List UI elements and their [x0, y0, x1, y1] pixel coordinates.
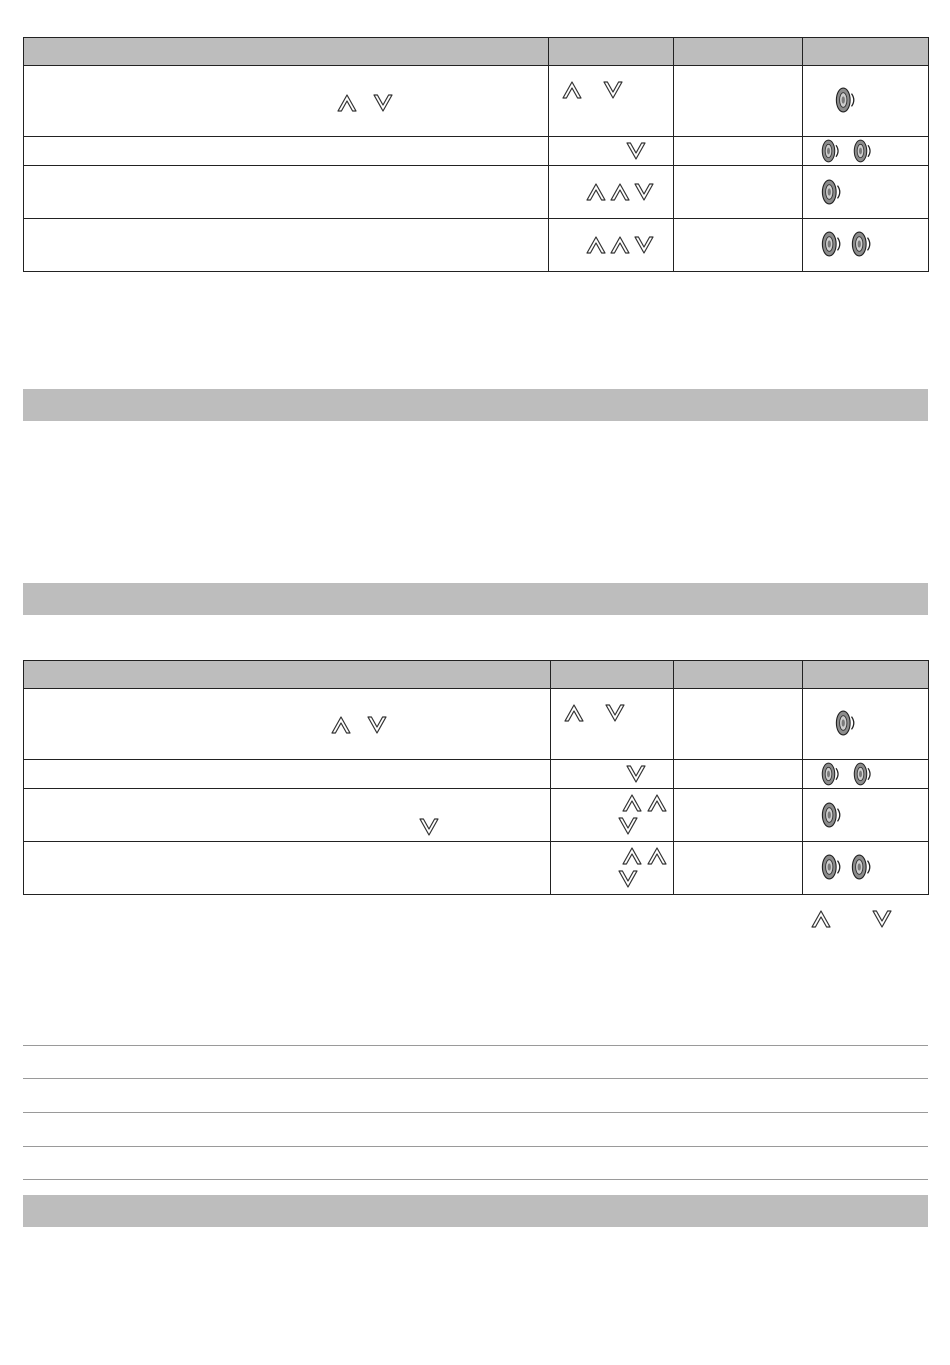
- down-arrow-icon: [602, 80, 624, 100]
- speaker-icon: [851, 853, 873, 881]
- speaker-icon: [821, 853, 843, 881]
- down-arrow-icon: [633, 235, 655, 255]
- table-cell: [551, 760, 674, 789]
- down-arrow-icon: [366, 715, 388, 735]
- table-cell: [24, 219, 549, 272]
- table-cell: [24, 66, 549, 137]
- table-row: [24, 789, 929, 842]
- table-cell: [674, 137, 803, 166]
- up-arrow-icon: [585, 235, 607, 255]
- table-cell: [24, 789, 551, 842]
- speaker-icon: [835, 709, 857, 737]
- table-cell: [24, 689, 551, 760]
- table-cell: [551, 842, 674, 895]
- table-cell: [674, 789, 803, 842]
- table-row: [24, 166, 929, 219]
- table-1-header-cell: [803, 38, 929, 66]
- table-2-header-cell: [24, 661, 551, 689]
- speaker-icon: [851, 230, 873, 258]
- section-header-bar: [23, 583, 928, 615]
- down-arrow-icon: [418, 817, 440, 837]
- speaker-icon: [821, 761, 841, 787]
- up-arrow-icon: [646, 846, 668, 866]
- table-cell: [803, 760, 929, 789]
- table-2-header-row: [24, 661, 929, 689]
- table-cell: [674, 219, 803, 272]
- table-1-header-cell: [674, 38, 803, 66]
- table-row: [24, 219, 929, 272]
- table-cell: [674, 842, 803, 895]
- table-cell: [549, 166, 674, 219]
- speaker-icon: [835, 86, 857, 114]
- up-arrow-icon: [621, 846, 643, 866]
- table-cell: [803, 789, 929, 842]
- table-cell: [803, 842, 929, 895]
- table-2-header-cell: [674, 661, 803, 689]
- section-header-bar: [23, 389, 928, 421]
- up-arrow-icon: [609, 182, 631, 202]
- table-cell: [674, 689, 803, 760]
- down-arrow-icon: [625, 141, 647, 161]
- speaker-icon: [821, 138, 841, 164]
- up-arrow-icon: [646, 793, 668, 813]
- speaker-icon: [853, 761, 873, 787]
- separator-rule: [23, 1045, 928, 1046]
- table-cell: [803, 137, 929, 166]
- up-arrow-icon: [561, 80, 583, 100]
- table-row: [24, 137, 929, 166]
- down-arrow-icon: [871, 909, 893, 929]
- separator-rule: [23, 1179, 928, 1180]
- table-cell: [674, 166, 803, 219]
- section-header-bar: [23, 1195, 928, 1227]
- up-arrow-icon: [585, 182, 607, 202]
- table-row: [24, 842, 929, 895]
- table-1-header-cell: [549, 38, 674, 66]
- table-cell: [803, 689, 929, 760]
- table-2-header-cell: [803, 661, 929, 689]
- speaker-icon: [853, 138, 873, 164]
- table-2-header-cell: [551, 661, 674, 689]
- table-1: [23, 37, 929, 272]
- down-arrow-icon: [617, 869, 639, 889]
- table-1-header-cell: [24, 38, 549, 66]
- table-cell: [803, 219, 929, 272]
- separator-rule: [23, 1078, 928, 1079]
- up-arrow-icon: [609, 235, 631, 255]
- down-arrow-icon: [633, 182, 655, 202]
- separator-rule: [23, 1112, 928, 1113]
- table-cell: [551, 789, 674, 842]
- separator-rule: [23, 1146, 928, 1147]
- table-row: [24, 689, 929, 760]
- table-1-header-row: [24, 38, 929, 66]
- table-cell: [803, 66, 929, 137]
- table-2: [23, 660, 929, 895]
- speaker-icon: [821, 230, 843, 258]
- up-arrow-icon: [330, 715, 352, 735]
- table-row: [24, 760, 929, 789]
- up-arrow-icon: [621, 793, 643, 813]
- table-row: [24, 66, 929, 137]
- table-cell: [549, 137, 674, 166]
- table-cell: [803, 166, 929, 219]
- table-cell: [24, 842, 551, 895]
- table-cell: [674, 760, 803, 789]
- speaker-icon: [821, 801, 843, 829]
- table-cell: [549, 66, 674, 137]
- up-arrow-icon: [336, 93, 358, 113]
- down-arrow-icon: [372, 93, 394, 113]
- table-cell: [549, 219, 674, 272]
- up-arrow-icon: [563, 703, 585, 723]
- down-arrow-icon: [625, 764, 647, 784]
- table-cell: [24, 760, 551, 789]
- up-arrow-icon: [810, 909, 832, 929]
- down-arrow-icon: [604, 703, 626, 723]
- table-cell: [551, 689, 674, 760]
- table-cell: [24, 166, 549, 219]
- down-arrow-icon: [617, 816, 639, 836]
- table-cell: [24, 137, 549, 166]
- table-cell: [674, 66, 803, 137]
- speaker-icon: [821, 178, 843, 206]
